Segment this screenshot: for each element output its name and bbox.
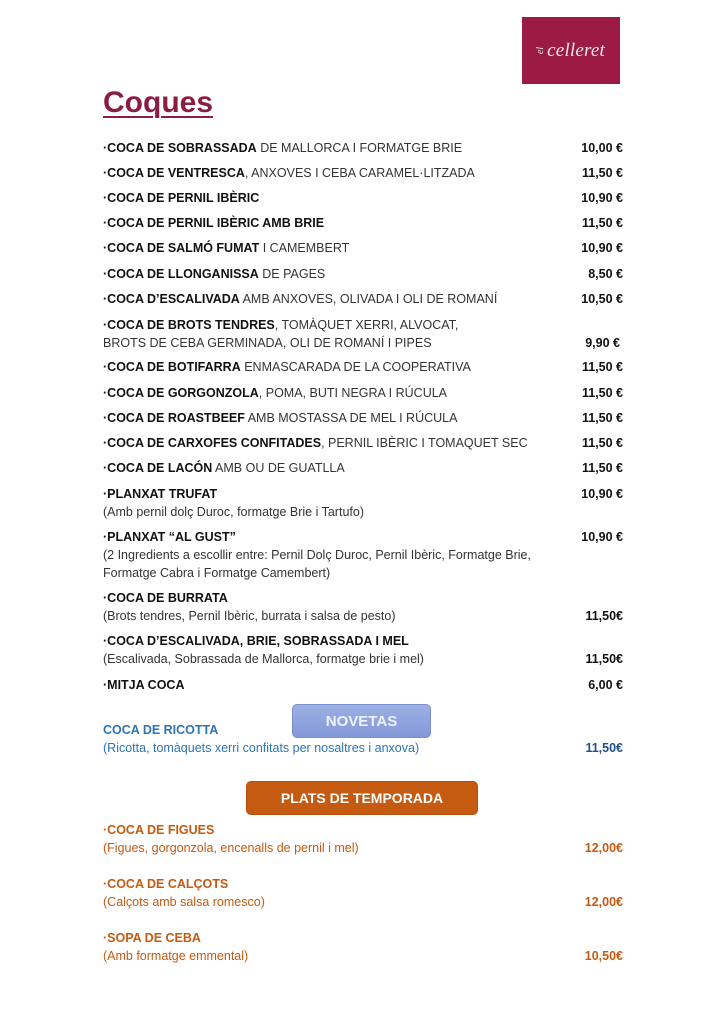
item-price: 10,50 € [581, 292, 623, 306]
item-price: 9,90 € [585, 336, 620, 350]
item-name: ·COCA DE SALMÓ FUMAT [103, 241, 260, 255]
item-name: ·SOPA DE CEBA [103, 931, 201, 945]
logo-name: celleret [547, 39, 606, 61]
item-price: 10,90 € [581, 530, 623, 544]
item-price: 11,50€ [585, 652, 623, 666]
item-name: ·COCA DE BURRATA [103, 591, 228, 605]
menu-item [103, 316, 623, 352]
menu-item [103, 189, 623, 207]
item-name: ·PLANXAT “AL GUST” [103, 530, 236, 544]
menu-item [103, 358, 623, 376]
item-name: ·COCA DE GORGONZOLA [103, 386, 259, 400]
temporada-item [103, 929, 623, 965]
item-name: ·COCA DE LLONGANISSA [103, 267, 259, 281]
restaurant-logo [522, 17, 620, 84]
item-description: (Escalivada, Sobrassada de Mallorca, formatge brie i mel) [103, 652, 424, 666]
item-price: 10,50€ [584, 949, 623, 963]
menu-item [103, 384, 623, 402]
item-name: ·MITJA COCA [103, 678, 185, 692]
item-price: 8,50 € [588, 267, 623, 281]
item-detail: AMB MOSTASSA DE MEL I RÚCULA [244, 411, 458, 425]
temporada-section-badge: PLATS DE TEMPORADA [246, 781, 478, 815]
menu-item [103, 214, 623, 232]
item-detail: AMB ANXOVES, OLIVADA I OLI DE ROMANÍ [239, 292, 498, 306]
menu-item [103, 485, 623, 521]
item-description-cont: Formatge Cabra i Formatge Camembert) [103, 566, 331, 580]
item-description: (Amb formatge emmental) [103, 949, 249, 963]
page-title: Coques [103, 86, 214, 119]
logo-prefix: el [535, 46, 547, 55]
item-name: ·COCA DE CALÇOTS [103, 877, 229, 891]
item-detail: DE PAGES [258, 267, 326, 281]
temporada-item [103, 875, 623, 911]
item-detail: ENMASCARADA DE LA COOPERATIVA [240, 360, 471, 374]
item-name: ·COCA DE PERNIL IBÈRIC AMB BRIE [103, 216, 325, 230]
item-name: ·PLANXAT TRUFAT [103, 487, 218, 501]
item-name: ·COCA DE BOTIFARRA [103, 360, 241, 374]
item-description: (Ricotta, tomàquets xerri confitats per nosaltres i anxova) [103, 741, 420, 755]
menu-item [103, 409, 623, 427]
item-price: 11,50 € [581, 461, 623, 475]
item-price: 11,50€ [585, 609, 623, 623]
item-detail: , PERNIL IBÈRIC I TOMAQUET SEC [321, 436, 528, 450]
item-price: 6,00 € [588, 678, 623, 692]
menu-item [103, 265, 623, 283]
item-description: (Brots tendres, Pernil Ibèric, burrata i salsa de pesto) [103, 609, 396, 623]
item-name: ·COCA D’ESCALIVADA [103, 292, 240, 306]
item-detail: I CAMEMBERT [259, 241, 350, 255]
item-price: 11,50 € [581, 216, 623, 230]
item-price: 11,50 € [581, 386, 623, 400]
item-name: ·COCA DE PERNIL IBÈRIC [103, 191, 260, 205]
item-detail: , ANXOVES I CEBA CARAMEL·LITZADA [244, 166, 475, 180]
item-detail: DE MALLORCA I FORMATGE BRIE [256, 141, 463, 155]
item-name: ·COCA DE SOBRASSADA [103, 141, 257, 155]
menu-item [103, 239, 623, 257]
menu-item [103, 528, 623, 582]
item-detail: AMB OU DE GUATLLA [212, 461, 345, 475]
menu-item [103, 434, 623, 452]
menu-item [103, 139, 623, 157]
item-price: 10,00 € [581, 141, 623, 155]
menu-item [103, 589, 623, 625]
item-name: ·COCA DE FIGUES [103, 823, 215, 837]
item-name: ·COCA DE VENTRESCA [103, 166, 245, 180]
menu-item [103, 459, 623, 477]
menu-item [103, 676, 623, 694]
item-name: ·COCA D’ESCALIVADA, BRIE, SOBRASSADA I MEL [103, 634, 409, 648]
item-name: ·COCA DE LACÓN [103, 461, 213, 475]
item-name: ·COCA DE BROTS TENDRES [103, 318, 275, 332]
item-name: COCA DE RICOTTA [103, 723, 219, 737]
item-price: 11,50 € [581, 411, 623, 425]
item-name: ·COCA DE ROASTBEEF [103, 411, 245, 425]
menu-item [103, 164, 623, 182]
item-description: (Amb pernil dolç Duroc, formatge Brie i Tartufo) [103, 505, 364, 519]
item-price: 12,00€ [584, 841, 623, 855]
item-description: (Figues, gorgonzola, encenalls de pernil i mel) [103, 841, 359, 855]
novetas-item [103, 721, 623, 757]
item-description: (Calçots amb salsa romesco) [103, 895, 265, 909]
item-detail: , POMA, BUTI NEGRA I RÚCULA [258, 386, 448, 400]
temporada-item [103, 821, 623, 857]
menu-item [103, 632, 623, 668]
item-price: 11,50 € [581, 166, 623, 180]
item-price: 10,90 € [581, 191, 623, 205]
item-price: 11,50 € [581, 360, 623, 374]
item-price: 10,90 € [581, 487, 623, 501]
item-description: (2 Ingredients a escollir entre: Pernil Dolç Duroc, Pernil Ibèric, Formatge Brie, [103, 548, 531, 562]
item-name: ·COCA DE CARXOFES CONFITADES [103, 436, 322, 450]
menu-item [103, 290, 623, 308]
item-price: 10,90 € [581, 241, 623, 255]
novetas-section-badge: NOVETAS [292, 704, 431, 738]
item-price: 11,50€ [585, 741, 623, 755]
item-price: 11,50 € [581, 436, 623, 450]
item-price: 12,00€ [584, 895, 623, 909]
item-description: BROTS DE CEBA GERMINADA, OLI DE ROMANÍ I PIPES [103, 336, 432, 350]
item-detail: , TOMÀQUET XERRI, ALVOCAT, [274, 318, 459, 332]
